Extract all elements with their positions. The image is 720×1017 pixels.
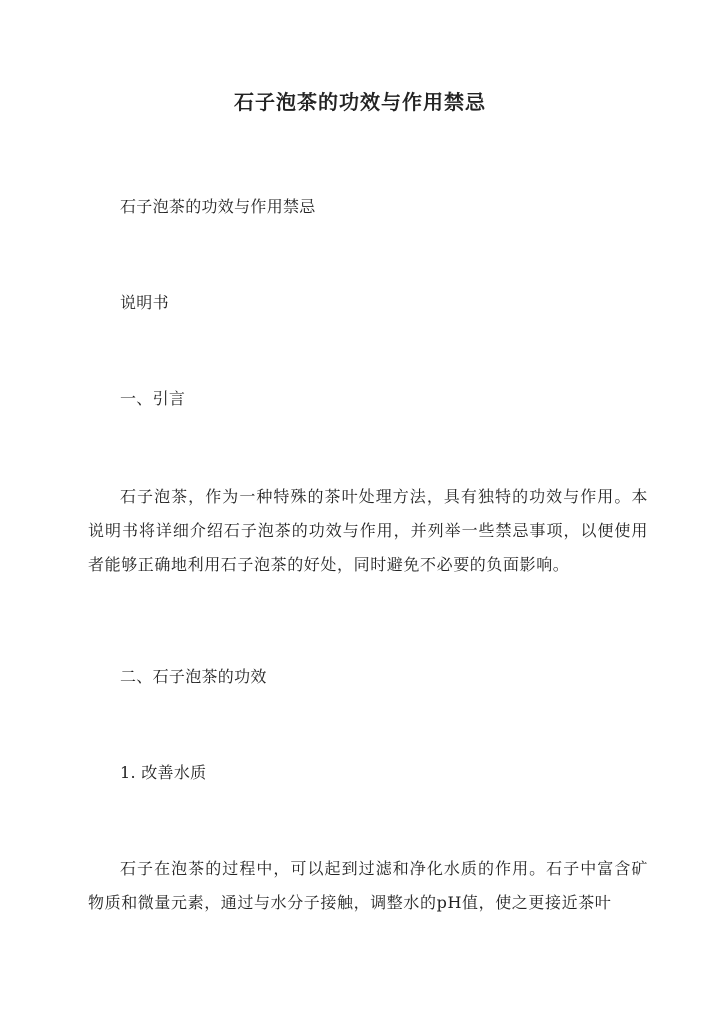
water-quality-paragraph: 石子在泡茶的过程中，可以起到过滤和净化水质的作用。石子中富含矿物质和微量元素，通过与水分子接触，调整水的pH值，使之更接近茶叶 <box>88 859 648 912</box>
section-heading-benefits: 二、石子泡茶的功效 <box>120 667 267 686</box>
document-title: 石子泡茶的功效与作用禁忌 <box>234 90 486 114</box>
document-subtitle: 石子泡茶的功效与作用禁忌 <box>120 197 316 216</box>
section-heading-introduction: 一、引言 <box>120 389 186 408</box>
intro-paragraph: 石子泡茶，作为一种特殊的茶叶处理方法，具有独特的功效与作用。本说明书将详细介绍石子泡茶的功效与作用，并列举一些禁忌事项，以便使用者能够正确地利用石子泡茶的好处，同时避免不必要的负面影响。 <box>88 487 648 574</box>
document-type-label: 说明书 <box>120 293 169 312</box>
subsection-heading-water-quality: 1. 改善水质 <box>120 763 207 782</box>
